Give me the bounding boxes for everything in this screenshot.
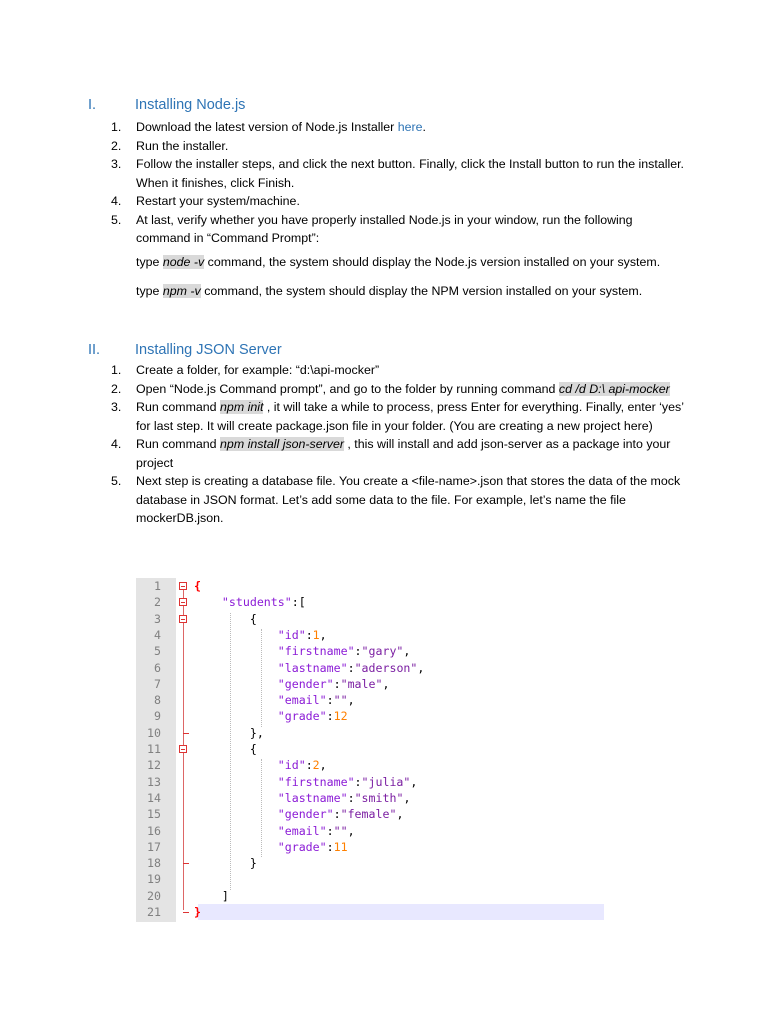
code-token — [194, 644, 278, 658]
code-line — [136, 676, 604, 692]
code-token: "grade" — [277, 709, 327, 724]
npm-version-paragraph — [136, 282, 696, 300]
code-line — [136, 823, 604, 839]
step-text: Run command — [136, 400, 221, 414]
code-text — [194, 904, 201, 920]
list-number: 1. — [111, 363, 122, 377]
code-text — [194, 725, 264, 741]
list-number: 2. — [111, 381, 122, 396]
command-highlight: npm install json-server — [220, 437, 344, 451]
code-text — [194, 643, 410, 659]
list-item — [111, 137, 684, 156]
code-token: : — [333, 676, 341, 691]
step-text: . — [422, 120, 426, 134]
section-heading-nodejs — [88, 97, 245, 113]
code-text — [194, 806, 403, 822]
code-token — [194, 677, 278, 691]
code-token: "lastname" — [277, 790, 348, 805]
code-token — [194, 693, 278, 707]
code-token: : — [347, 660, 355, 675]
code-token: : — [305, 627, 313, 642]
indent-guide — [230, 613, 231, 890]
code-token: : — [326, 693, 334, 708]
code-line — [136, 578, 604, 594]
line-number: 18 — [147, 856, 161, 871]
code-token: "smith" — [354, 790, 404, 805]
command-highlight: cd /d D:\ api-mocker — [558, 381, 670, 396]
line-number: 20 — [147, 888, 161, 903]
code-token — [194, 807, 278, 821]
code-token — [194, 840, 278, 854]
line-number: 4 — [154, 627, 161, 642]
code-token: "gender" — [277, 807, 334, 822]
step-text: Restart your system/machine. — [136, 194, 300, 208]
step-text: Download the latest version of Node.js Installer — [136, 120, 398, 134]
line-number: 21 — [147, 905, 161, 919]
code-token: "male" — [340, 676, 383, 691]
step-text: Follow the installer steps, and click the next button. Finally, click the Install button to run the installer. When it finishes, click Finish. — [136, 157, 684, 190]
code-token: : — [326, 709, 334, 724]
step-text: Create a folder, for example: “d:\api-mocker” — [136, 363, 380, 377]
code-line — [136, 692, 604, 708]
code-token: 11 — [333, 839, 348, 854]
code-token: "grade" — [277, 839, 327, 854]
code-text — [194, 676, 389, 692]
code-line — [136, 627, 604, 643]
code-token: "julia" — [361, 774, 411, 789]
code-token — [194, 661, 278, 675]
code-text — [194, 839, 348, 855]
code-token — [194, 889, 222, 903]
code-line — [136, 708, 604, 724]
indent-guide — [261, 759, 262, 857]
section-title: Installing Node.js — [135, 97, 246, 113]
line-number: 13 — [147, 774, 161, 789]
code-token: { — [194, 579, 201, 593]
list-item — [111, 211, 684, 248]
code-line — [136, 888, 604, 904]
line-number: 2 — [154, 595, 161, 610]
code-token: 12 — [333, 709, 348, 724]
line-number: 6 — [154, 660, 161, 675]
fold-toggle-icon[interactable] — [179, 582, 187, 590]
code-token: "email" — [277, 693, 327, 708]
fold-end-marker — [183, 912, 189, 913]
code-token: , — [347, 823, 355, 838]
step-text: Run the installer. — [136, 138, 229, 153]
line-number: 17 — [147, 839, 161, 854]
section-number: II. — [88, 342, 101, 358]
list-item — [111, 435, 684, 472]
code-line — [136, 611, 604, 627]
code-token: : — [326, 823, 334, 838]
code-token: , — [410, 774, 418, 789]
current-line-highlight — [198, 904, 604, 920]
code-token — [194, 726, 250, 740]
command-highlight: npm -v — [162, 284, 201, 298]
code-token: "students" — [221, 595, 292, 610]
code-token: , — [403, 644, 411, 659]
code-line — [136, 855, 604, 871]
code-token: , — [319, 758, 327, 773]
line-number: 10 — [147, 725, 161, 740]
fold-end-marker — [183, 863, 189, 864]
code-token: , — [396, 807, 404, 822]
step-text: Open “Node.js Command prompt”, and go to the folder by running command — [136, 381, 559, 396]
code-text — [194, 855, 257, 871]
step-text: At last, verify whether you have properly installed Node.js in your window, run the following command in “Command Prompt”: — [136, 212, 633, 245]
code-token: , — [382, 676, 390, 691]
code-token: { — [249, 611, 257, 626]
code-token — [194, 758, 278, 772]
para-text: command, the system should display the Node.js version installed on your system. — [204, 255, 661, 269]
code-text — [194, 578, 201, 594]
code-token: { — [249, 742, 257, 756]
here-link[interactable]: here — [397, 120, 423, 134]
code-token: ] — [221, 888, 229, 903]
line-number: 14 — [147, 790, 161, 805]
list-number: 4. — [111, 194, 122, 208]
code-token: "id" — [277, 627, 306, 642]
code-token: : — [326, 839, 334, 854]
list-number: 5. — [111, 212, 122, 227]
code-text — [194, 741, 257, 757]
line-number: 19 — [147, 872, 161, 887]
line-number: 15 — [147, 807, 161, 822]
command-highlight: npm init — [220, 400, 264, 414]
line-number: 11 — [147, 742, 161, 756]
line-number: 12 — [147, 758, 161, 773]
code-text — [194, 611, 257, 627]
code-token: , — [417, 660, 425, 675]
code-token — [194, 791, 278, 805]
code-token: : — [333, 807, 341, 822]
code-token: "gender" — [277, 676, 334, 691]
code-line — [136, 904, 604, 920]
code-line — [136, 774, 604, 790]
list-number: 2. — [111, 138, 122, 153]
list-number: 1. — [111, 120, 122, 134]
list-number: 3. — [111, 400, 122, 414]
code-line — [136, 839, 604, 855]
code-token: : — [347, 790, 355, 805]
code-token: , — [403, 790, 411, 805]
code-token: "firstname" — [277, 644, 355, 659]
code-token — [194, 775, 278, 789]
list-item — [111, 155, 684, 192]
code-editor — [136, 578, 604, 922]
section-title: Installing JSON Server — [135, 342, 282, 358]
fold-toggle-icon[interactable] — [179, 745, 187, 753]
code-token: : — [305, 758, 313, 773]
code-token: "id" — [277, 758, 306, 773]
json-server-steps-list — [111, 361, 684, 528]
code-text — [194, 888, 229, 904]
code-token: : — [354, 644, 362, 659]
step-text: Next step is creating a database file. You create a <file-name>.json that stores the data of the mock database in JSON format. Let’s add some data to the file. For example, let’s name the file mockerDB.json. — [136, 474, 681, 525]
code-token: 1 — [312, 627, 320, 642]
code-text — [194, 594, 306, 610]
section-heading-json-server — [88, 342, 282, 358]
node-version-paragraph — [136, 253, 696, 271]
step-text: , it will take a while to process, press Enter for everything. Finally, enter ‘yes’ for last step. It will create package.json file in your folder. (You are creating a new project here) — [136, 400, 684, 433]
code-text — [194, 774, 417, 790]
line-number: 9 — [154, 709, 161, 724]
list-number: 5. — [111, 474, 122, 488]
step-text: , this will install and add json-server as a package into your project — [136, 437, 671, 470]
code-token: }, — [249, 725, 264, 740]
list-item — [111, 380, 684, 399]
code-line — [136, 594, 604, 610]
fold-end-marker — [183, 733, 189, 734]
section-number: I. — [88, 97, 97, 113]
line-number: 5 — [154, 644, 161, 659]
code-token — [194, 742, 250, 756]
step-text: Run command — [136, 437, 221, 451]
code-token — [194, 628, 278, 642]
list-item — [111, 118, 684, 137]
code-token — [194, 856, 250, 870]
line-number: 7 — [154, 676, 161, 691]
para-text: type — [136, 284, 163, 298]
code-token — [194, 612, 250, 626]
code-token — [194, 824, 278, 838]
line-number: 3 — [154, 611, 161, 626]
line-number: 16 — [147, 823, 161, 838]
code-token: "aderson" — [354, 660, 418, 675]
line-number: 1 — [154, 579, 161, 593]
code-text — [194, 823, 355, 839]
list-item — [111, 398, 684, 435]
code-line — [136, 757, 604, 773]
code-token — [194, 709, 278, 723]
code-token: "email" — [277, 823, 327, 838]
code-text — [194, 708, 348, 724]
command-highlight: node -v — [162, 255, 205, 269]
code-text — [194, 790, 410, 806]
code-token: "firstname" — [277, 774, 355, 789]
code-line — [136, 643, 604, 659]
code-line — [136, 790, 604, 806]
code-text — [194, 660, 424, 676]
nodejs-steps-list — [111, 118, 684, 248]
code-token: "gary" — [361, 644, 404, 659]
code-token: , — [347, 693, 355, 708]
code-token: } — [249, 856, 257, 871]
para-text: command, the system should display the NPM version installed on your system. — [200, 284, 643, 298]
list-item — [111, 472, 684, 528]
code-token: "lastname" — [277, 660, 348, 675]
list-number: 4. — [111, 437, 122, 451]
code-line — [136, 725, 604, 741]
code-token: "" — [333, 823, 348, 838]
fold-toggle-icon[interactable] — [179, 615, 187, 623]
code-token: :[ — [291, 595, 306, 610]
code-token: 2 — [312, 758, 320, 773]
para-text: type — [136, 255, 163, 269]
code-token: } — [194, 905, 201, 919]
code-line — [136, 741, 604, 757]
code-token — [194, 595, 222, 609]
code-text — [194, 692, 355, 708]
indent-guide — [261, 629, 262, 727]
code-token: "" — [333, 693, 348, 708]
code-line — [136, 660, 604, 676]
code-token: : — [354, 774, 362, 789]
list-item — [111, 192, 684, 211]
code-token: "female" — [340, 807, 397, 822]
line-number: 8 — [154, 693, 161, 708]
list-item — [111, 361, 684, 380]
fold-toggle-icon[interactable] — [179, 598, 187, 606]
code-line — [136, 806, 604, 822]
code-line — [136, 871, 604, 887]
list-number: 3. — [111, 157, 122, 171]
code-token: , — [319, 627, 327, 642]
